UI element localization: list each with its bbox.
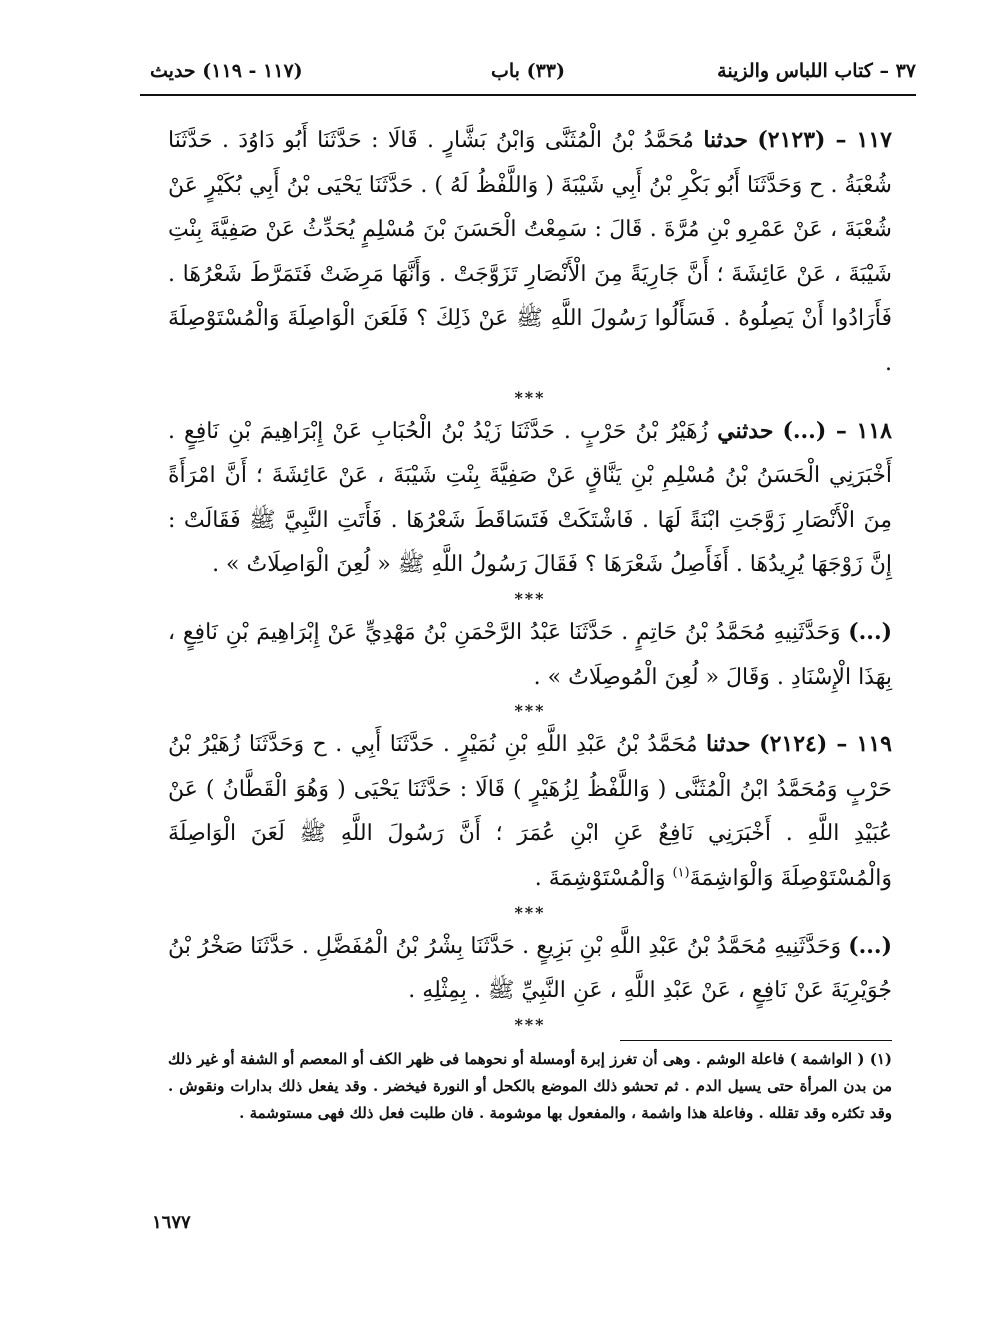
- hadith-118: [168, 409, 892, 588]
- header-chapter-title: ٣٧ – كتاب اللباس والزينة: [717, 60, 916, 82]
- hadith-119: [168, 722, 892, 901]
- footnote: [168, 1046, 892, 1127]
- hadith-text: مُحَمَّدُ بْنُ عَبْدِ اللَّهِ بْنِ نُمَيْرٍ . حَدَّثَنَا أَبِي . ح وَحَدَّثَنَا زُهَيْرُ بْنُ حَرْبٍ وَمُحَمَّدُ ابْنُ الْمُثَنَّى ( وَاللَّفْظُ لِزُهَيْرٍ ) قَالَا : حَدَّثَنَا يَحْيَى ( وَهُوَ الْقَطَّانُ ) عَنْ عُبَيْدِ اللَّهِ . أَخْبَرَنِي نَافِعٌ عَنِ ابْنِ عُمَرَ ؛ أَنَّ رَسُولَ اللَّهِ ﷺ لَعَنَ الْوَاصِلَةَ وَالْمُسْتَوْصِلَةَ وَالْوَاشِمَةَ: [168, 732, 892, 891]
- header-section: (٣٣) باب: [491, 60, 565, 82]
- hadith-text: مُحَمَّدُ بْنُ الْمُثَنَّى وَابْنُ بَشَّارٍ . قَالَا : حَدَّثَنَا أَبُو دَاوُدَ . حَدَّثَنَا شُعْبَةُ . ح وَحَدَّثَنَا أَبُو بَكْرِ بْنُ أَبِي شَيْبَةَ ( وَاللَّفْظُ لَهُ ) . حَدَّثَنَا يَحْيَى بْنُ أَبِي بُكَيْرٍ عَنْ شُعْبَةَ ، عَنْ عَمْرِو بْنِ مُرَّةَ . قَالَ : سَمِعْتُ الْحَسَنَ بْنَ مُسْلِمٍ يُحَدِّثُ عَنْ صَفِيَّةَ بِنْتِ شَيْبَةَ ، عَنْ عَائِشَةَ ؛ أَنَّ جَارِيَةً مِنَ الْأَنْصَارِ تَزَوَّجَتْ . وَأَنَّهَا مَرِضَتْ فَتَمَرَّطَ شَعْرُهَا . فَأَرَادُوا أَنْ يَصِلُوهُ . فَسَأَلُوا رَسُولَ اللَّهِ ﷺ عَنْ ذَلِكَ ؟ فَلَعَنَ الْوَاصِلَةَ وَالْمُسْتَوْصِلَةَ .: [168, 128, 892, 376]
- hadith-text: زُهَيْرُ بْنُ حَرْبٍ . حَدَّثَنَا زَيْدُ بْنُ الْحُبَابِ عَنْ إِبْرَاهِيمَ بْنِ نَافِعٍ . أَخْبَرَنِي الْحَسَنُ بْنُ مُسْلِمِ بْنِ يَنَّاقٍ عَنْ صَفِيَّةَ بِنْتِ شَيْبَةَ ، عَنْ عَائِشَةَ ؛ أَنَّ امْرَأَةً مِنَ الْأَنْصَارِ زَوَّجَتِ ابْنَةً لَهَا . فَاشْتَكَتْ فَتَسَاقَطَ شَعْرُهَا . فَأَتَتِ النَّبِيَّ ﷺ فَقَالَتْ : إِنَّ زَوْجَهَا يُرِيدُهَا . أَفَأَصِلُ شَعْرَهَا ؟ فَقَالَ رَسُولُ اللَّهِ ﷺ « لُعِنَ الْوَاصِلَاتُ » .: [168, 418, 892, 578]
- hadith-117: [168, 118, 892, 387]
- hadith-number: ١١٨ – (...): [782, 417, 892, 444]
- section-separator: ***: [514, 1014, 546, 1034]
- footnote-marker: (١): [672, 865, 690, 881]
- header-divider: [140, 94, 916, 96]
- hadith-opening: حدثني: [717, 417, 774, 444]
- section-separator: ***: [514, 588, 546, 608]
- page-number: ١٦٧٧: [152, 1212, 191, 1233]
- hadith-119-variant: [168, 924, 892, 1014]
- section-separator: ***: [514, 902, 546, 922]
- hadith-text: وَحَدَّثَنِيهِ مُحَمَّدُ بْنُ حَاتِمٍ . حَدَّثَنَا عَبْدُ الرَّحْمَنِ بْنُ مَهْدِيٍّ عَنْ إِبْرَاهِيمَ بْنِ نَافِعٍ ، بِهَذَا الْإِسْنَادِ . وَقَالَ « لُعِنَ الْمُوصِلَاتُ » .: [168, 619, 892, 690]
- section-separator: ***: [514, 387, 546, 407]
- hadith-text: وَحَدَّثَنِيهِ مُحَمَّدُ بْنُ عَبْدِ اللَّهِ بْنِ بَزِيعٍ . حَدَّثَنَا بِشْرُ بْنُ الْمُفَضَّلِ . حَدَّثَنَا صَخْرُ بْنُ جُوَيْرِيَةَ عَنْ نَافِعٍ ، عَنْ عَبْدِ اللَّهِ ، عَنِ النَّبِيِّ ﷺ . بِمِثْلِهِ .: [168, 933, 892, 1004]
- hadith-number: ١١٧ – (٢١٢٣): [757, 127, 892, 153]
- header-hadith-range: (١١٧ - ١١٩) حديث: [150, 60, 303, 82]
- hadith-number: (...): [848, 932, 892, 959]
- hadith-number: ١١٩ – (٢١٢٤): [759, 731, 892, 758]
- footnote-divider: [620, 1040, 892, 1041]
- section-separator: ***: [514, 701, 546, 721]
- hadith-number: (...): [848, 618, 893, 645]
- hadith-118-variant: [168, 610, 892, 700]
- hadith-text-continued: وَالْمُسْتَوْشِمَةَ .: [534, 865, 666, 891]
- hadith-opening: حدثنا: [703, 127, 748, 153]
- footnote-text: (١) ( الواشمة ) فاعلة الوشم . وهى أن تغرز إبرة أومسلة أو نحوهما فى ظهر الكف أو المعصم أو الشفة أو غير ذلك من بدن المرأة حتى يسيل الدم . ثم تحشو ذلك الموضع بالكحل أو النورة فيخضر . وقد يفعل ذلك بدارات ونقوش . وقد تكثره وقد تقلله . وفاعلة هذا واشمة ، والمفعول بها موشومة . فان طلبت فعل ذلك فهى مستوشمة .: [168, 1050, 892, 1122]
- main-text: [168, 118, 892, 1036]
- running-header: [140, 58, 916, 90]
- hadith-opening: حدثنا: [706, 731, 751, 758]
